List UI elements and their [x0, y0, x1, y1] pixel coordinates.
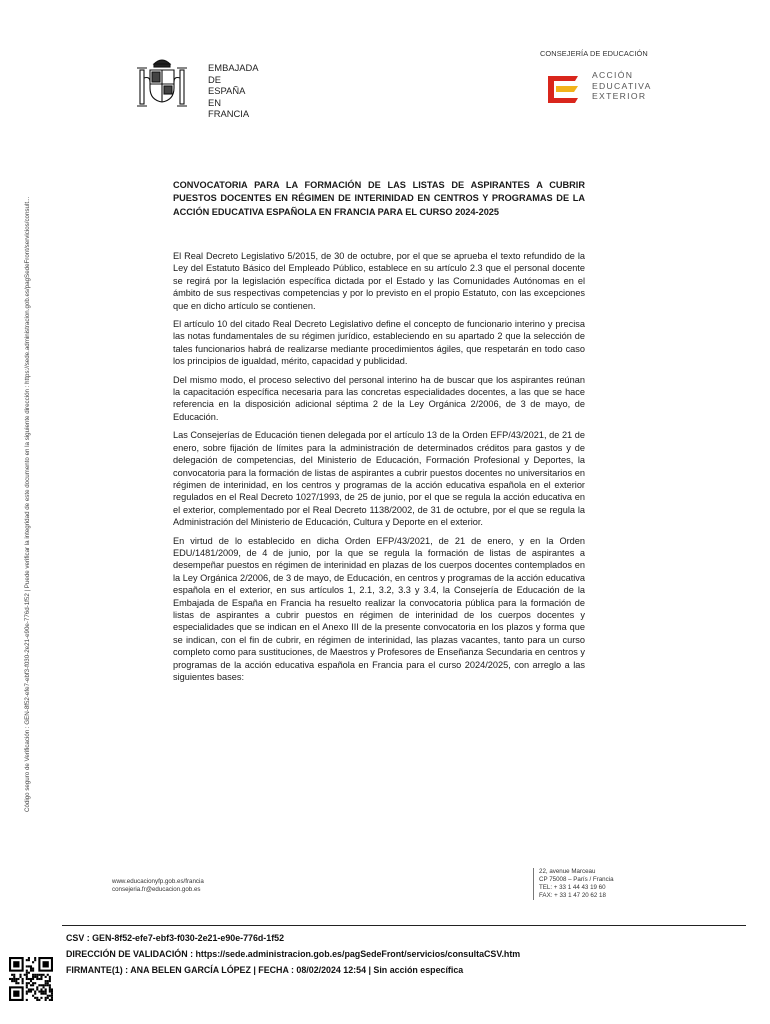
paragraph: Las Consejerías de Educación tienen delegada por el artículo 13 de la Orden EFP/43/2021, de 21 de enero, sobre fijación de límites para la administración de determinados créditos para gastos y de delegación de competencias, del Ministerio de Educación, Formación Profesional y Deportes, la convocatoria para la formación de listas de aspirantes a cubrir puestos docentes no universitarios en régimen de interinidad, en los centros y programas de la acción educativa española en el exterior regulados en el Real Decreto 1027/1993, de 25 de junio, por el que se regula la acción educativa en el exterior, complementado por el Real Decreto 1138/2002, de 31 de octubre, por el que se regula la Administración del Ministerio de Educación, Cultura y Deporte en el exterior.	[173, 430, 585, 528]
aee-line-1: ACCIÓN	[592, 70, 634, 80]
consejeria-title: CONSEJERÍA DE EDUCACIÓN	[540, 49, 648, 58]
embassy-line-1: EMBAJADA	[208, 62, 259, 73]
qr-code-icon	[9, 957, 53, 1001]
document-body	[173, 250, 585, 689]
address-line: TEL: + 33 1 44 43 19 60	[539, 884, 606, 891]
verification-side-note: Código seguro de Verificación : GEN-8f52-efe7-ebf3-f030-2e21-e90e-776d-1f52 | Puede verificar la integridad de este documento en la siguiente dirección : https://sede.administracion.gob.es/pagSedeFront/servicios/consult...	[24, 196, 31, 812]
accion-educativa-exterior-logo-icon	[546, 72, 586, 106]
csv-block	[66, 930, 520, 978]
footer-contact	[112, 878, 204, 894]
footer-web-link[interactable]: www.educacionyfp.gob.es/francia	[112, 878, 204, 885]
csv-code: CSV : GEN-8f52-efe7-ebf3-f030-2e21-e90e-776d-1f52	[66, 933, 285, 943]
csv-signer: FIRMANTE(1) : ANA BELEN GARCÍA LÓPEZ | FECHA : 08/02/2024 12:54 | Sin acción específica	[66, 965, 464, 975]
aee-line-2: EDUCATIVA	[592, 80, 652, 91]
paragraph: En virtud de lo establecido en dicha Orden EFP/43/2021, de 21 de enero, y en la Orden EDU/1481/2009, de 4 de junio, por la que se regula la formación de listas de aspirantes a desempeñar puestos en régimen de interinidad en plazas de los cuerpos docentes contemplados en la Ley Orgánica 2/2006, de 3 de mayo, de Educación, en centros y programas de la acción educativa española en el exterior, en sus artículos 1, 2.1, 3.2, 3.3 y 3.4, la Consejería de Educación de la Embajada de España en Francia ha resuelto realizar la convocatoria pública para la formación de listas de aspirantes a cubrir puestos en régimen de interinidad de los cuerpos docentes y especialidades que se indican en el Anexo III de la presente convocatoria en los plazos y forma que se indican, con el fin de cubrir, en régimen de interinidad, las plazas vacantes, tanto para un curso completo como para sustituciones, de Maestros y Profesores de Enseñanza Secundaria en centros y programas de la acción educativa española en Francia para el curso 2024/2025, con arreglo a las siguientes bases:	[173, 535, 585, 682]
csv-validation-url[interactable]: DIRECCIÓN DE VALIDACIÓN : https://sede.administracion.gob.es/pagSedeFront/servicios/consultaCSV.htm	[66, 949, 521, 959]
address-line: FAX: + 33 1 47 20 62 18	[539, 892, 606, 899]
footer-address	[533, 868, 614, 900]
aee-line-3: EXTERIOR	[592, 91, 647, 102]
csv-divider	[62, 925, 746, 926]
coat-of-arms-icon	[134, 54, 190, 112]
address-line: CP 75008 – París / Francia	[539, 876, 614, 883]
embassy-line-3: EN FRANCIA	[208, 96, 250, 119]
embassy-name	[208, 62, 259, 120]
paragraph: El artículo 10 del citado Real Decreto Legislativo define el concepto de funcionario interino y precisa las notas fundamentales de su régimen jurídico, estableciendo en su apartado 2 que la selección de tales funcionarios habrá de realizarse mediante procedimientos ágiles, que respetarán en todo caso los principios de igualdad, mérito, capacidad y publicidad.	[173, 319, 585, 367]
paragraph: Del mismo modo, el proceso selectivo del personal interino ha de buscar que los aspirantes reúnan la capacitación específica necesaria para las concretas especialidades docentes, a las que se hace referencia en la disposición adicional séptima 2 de la Ley Orgánica 2/2006, de 3 de mayo, de Educación.	[173, 374, 585, 422]
address-line: 22, avenue Marceau	[539, 868, 596, 875]
footer-email-link[interactable]: consejeria.fr@educacion.gob.es	[112, 886, 201, 894]
document-title: CONVOCATORIA PARA LA FORMACIÓN DE LAS LISTAS DE ASPIRANTES A CUBRIR PUESTOS DOCENTES EN RÉGIMEN DE INTERINIDAD EN CENTROS Y PROGRAMAS DE LA ACCIÓN EDUCATIVA ESPAÑOLA EN FRANCIA PARA EL CURSO 2024-2025	[173, 180, 585, 217]
accion-educativa-exterior-text	[592, 70, 652, 102]
embassy-line-2: DE ESPAÑA	[208, 73, 246, 96]
paragraph: El Real Decreto Legislativo 5/2015, de 30 de octubre, por el que se aprueba el texto refundido de la Ley del Estatuto Básico del Empleado Público, establece en su artículo 2.3 que el personal docente se regirá por la legislación específica dictada por el Estado y las Comunidades Autónomas en el ámbito de sus respectivas competencias y por lo previsto en el propio Estatuto, con las excepciones que en dicho artículo se contienen.	[173, 251, 585, 311]
